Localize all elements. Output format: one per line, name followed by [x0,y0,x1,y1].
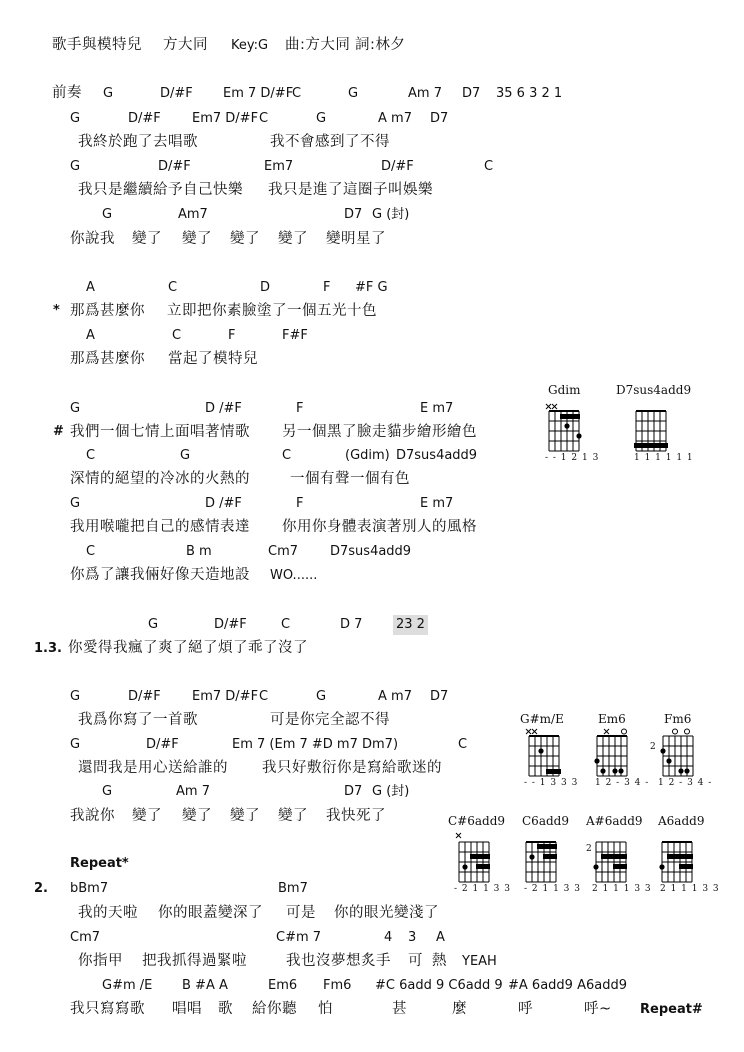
chord: Em7 D/#F [192,689,259,704]
lyric: 可是 [286,905,316,921]
chord: C [484,159,494,174]
lyric: 你用你身體表演著別人的風格 [282,519,477,535]
lyric: 那爲甚麼你 [70,351,145,367]
chord: G [102,784,113,799]
lyric: 另一個黑了臉走貓步繪形繪色 [282,424,477,440]
repeat-star-label: Repeat* [70,856,129,871]
lyric: 你指甲 [78,953,123,969]
lyric: 立即把你素臉塗了一個五光十色 [167,303,377,319]
chord: G [316,111,327,126]
chord: G [180,448,191,463]
chord: D/#F [381,159,414,174]
chord: G [70,689,81,704]
chord: A m7 [378,111,412,126]
chord: D7sus4add9 [330,544,412,559]
chord: D/#F [146,737,179,752]
chord-grid-csharp6add9 [454,830,502,886]
chord: D/#F [214,617,247,632]
chord: Cm7 [70,930,101,945]
lyric: 變了 [278,231,308,247]
lyric: WO...... [270,568,318,583]
chord: F [323,280,331,295]
chord: Em 7 D/#F [223,86,294,101]
chord: C [281,617,291,632]
chord: Am 7 [176,784,210,799]
chord: C [458,737,468,752]
chord: C [259,111,269,126]
lyric: 變了 [132,231,162,247]
lyric: 那爲甚麼你 [70,303,145,319]
chord: D 7 [340,617,363,632]
chord: C [86,448,96,463]
lyric: 我說你 [70,808,115,824]
chord-grid-em6 [590,726,638,782]
lyric: 變了 [230,231,260,247]
lyric: 你的眼光變淺了 [334,905,439,921]
section-marker-hash: # [53,424,64,439]
chord-grid-d7sus4add9 [630,401,690,457]
chord: G (封) [372,784,410,799]
chord: D /#F [205,401,242,416]
chord: C [172,328,182,343]
chord: G (封) [372,207,410,222]
chord: Em7 [264,159,294,174]
chord: C [292,86,302,101]
lyric: 歌 [218,1001,233,1017]
chord: D7 [344,207,363,222]
chord: A [436,930,445,945]
chord-grid-a6add9 [658,830,706,886]
lyric: 我爲你寫了一首歌 [78,712,198,728]
ending-label-13: 1.3. [34,641,62,656]
repeat-hash-label: Repeat# [640,1002,703,1017]
lyric: 我只好敷衍你是寫給歌迷的 [262,760,442,776]
highlighted-melody: 23 2 [393,615,428,635]
lyric: 熱 [432,953,447,969]
lyric: 還問我是用心送給誰的 [78,760,228,776]
chord: Em7 D/#F [192,111,259,126]
chord: D7sus4add9 [396,448,478,463]
lyric: 我終於跑了去唱歌 [78,134,198,150]
lyric: 給你聽 [252,1001,297,1017]
chord-grid-gdim [540,401,588,457]
lyric: 我只是繼續給予自己快樂 [78,182,243,198]
chord: bBm7 [70,881,109,896]
lyric: 你的眼蓋變深了 [158,905,263,921]
lyric: 變了 [182,231,212,247]
chord: D/#F [128,111,161,126]
lyric: 怕 [318,1001,333,1017]
lyric: 唱唱 [172,1001,202,1017]
chord: Cm7 [268,544,299,559]
chord: A m7 [378,689,412,704]
lyric: 我快死了 [326,808,386,824]
chord: B m [186,544,212,559]
song-key: Key:G [231,38,269,53]
chord: D7 [430,689,449,704]
lyric: 呼 [518,1001,533,1017]
intro-label: 前奏 [52,85,82,101]
lyric: 我的天啦 [78,905,138,921]
chord: #A 6add9 A6add9 [508,978,627,993]
chord: F#F [282,328,308,343]
chord: E m7 [420,496,454,511]
lyric: 深情的絕望的冷冰的火熱的 [70,471,250,487]
lyric: 我不會感到了不得 [270,134,390,150]
chord: Am 7 [408,86,442,101]
chord: G [70,496,81,511]
section-marker-star: * [53,303,60,318]
chord: G [70,401,81,416]
lyric: 你說我 [70,231,115,247]
chord: D/#F [160,86,193,101]
song-title: 歌手與模特兒 [52,37,142,53]
lyric: YEAH [462,954,497,969]
artist: 方大同 [163,37,208,53]
lyric: 甚 [392,1001,407,1017]
intro-melody: 35 6 3 2 1 [496,86,563,101]
chord: A [86,280,95,295]
lyric: 當起了模特兒 [168,351,258,367]
lyric: 你愛得我瘋了爽了絕了煩了乖了沒了 [68,640,308,656]
lyric: 變明星了 [326,231,386,247]
chord: D/#F [158,159,191,174]
chord: F [228,328,236,343]
chord: Bm7 [278,881,308,896]
lyricist: 詞:林夕 [355,37,406,53]
chord: D /#F [205,496,242,511]
chord-grid-asharp6add9 [592,830,640,886]
chord: D7 [462,86,481,101]
lyric: 變了 [182,808,212,824]
chord: C [86,544,96,559]
chord-grid-fm6 [656,726,704,782]
chord: D7 [344,784,363,799]
chord: G [70,737,81,752]
chord: G#m /E [102,978,153,993]
chord-grid-gsharpm-e [522,726,570,782]
chord-grid-c6add9 [522,830,570,886]
chord: Fm6 [323,978,352,993]
chord: D/#F [128,689,161,704]
chord: A [86,328,95,343]
chord: B #A A [182,978,228,993]
chord: C [168,280,178,295]
lyric: 我用喉嚨把自己的感情表達 [70,519,250,535]
chord: #F G [355,280,388,295]
lyric: 可是你完全認不得 [270,712,390,728]
lyric: 我只是進了這圈子叫娛樂 [268,182,433,198]
chord: D7 [430,111,449,126]
chord: G [70,111,81,126]
chord: D [260,280,271,295]
chord: F [296,496,304,511]
lyric: 一個有聲一個有色 [290,471,410,487]
ending-label-2: 2. [34,881,48,896]
chord: Em 7 (Em 7 #D m7 Dm7) [232,737,399,752]
lyric: 我只寫寫歌 [70,1001,145,1017]
chord: Em6 [268,978,298,993]
lyric: 把我抓得過緊啦 [142,953,247,969]
chord: C#m 7 [276,930,322,945]
chord: G [103,86,114,101]
composer: 曲:方大同 [285,37,351,53]
lyric: 我們一個七情上面唱著情歌 [70,424,250,440]
lyric: 我也沒夢想炙手 [286,953,391,969]
chord: G [70,159,81,174]
chord: G [148,617,159,632]
chord: G [102,207,113,222]
lyric: 變了 [278,808,308,824]
chord: #C 6add 9 C6add 9 [375,978,503,993]
chord: F [296,401,304,416]
chord: 4 [384,930,393,945]
chord: G [316,689,327,704]
lyric: 呼~ [584,1001,612,1017]
lyric: 你爲了讓我倆好像天造地設 [70,567,250,583]
lyric: 變了 [132,808,162,824]
chord: C [282,448,292,463]
chord: E m7 [420,401,454,416]
chord: (Gdim) [345,448,390,463]
chord: C [259,689,269,704]
lyric: 變了 [230,808,260,824]
chord: 3 [408,930,417,945]
chord: Am7 [178,207,208,222]
chord: G [348,86,359,101]
lyric: 麼 [452,1001,467,1017]
lyric: 可 [408,953,423,969]
